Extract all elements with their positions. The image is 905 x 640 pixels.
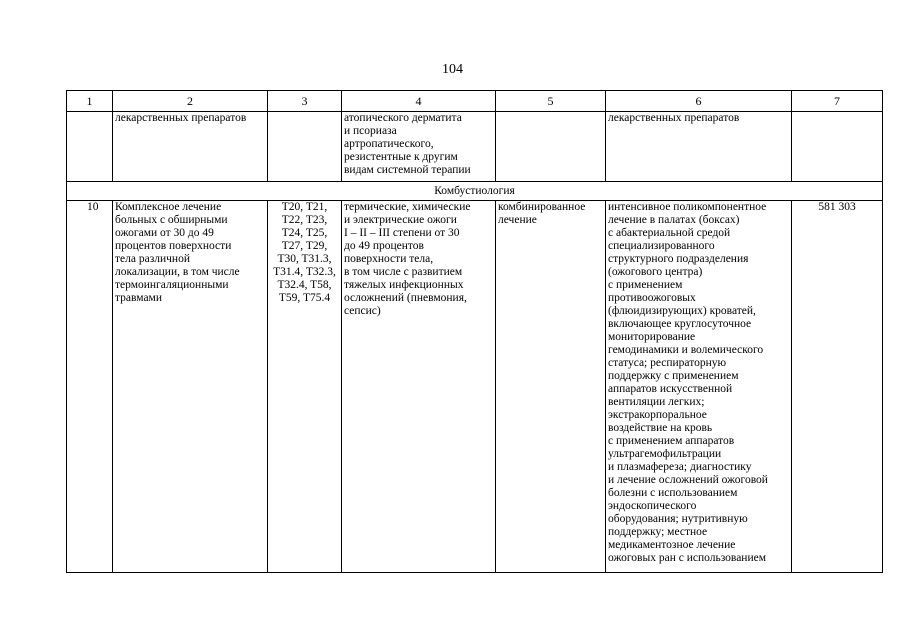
cont-name-cell: лекарственных препаратов: [113, 112, 268, 182]
section-title: Комбустиология: [67, 182, 883, 201]
cont-method-cell: лекарственных препаратов: [606, 112, 792, 182]
treatment-type: комбинированное лечение: [496, 201, 606, 573]
treatment-method: интенсивное поликомпонентное лечение в палатах (боксах) с абактериальной средой специализированного структурного подразделения (ожогового центра) с применением противоожоговых (флюидизирующих) кроватей, включающее круглосуточное мониторирование гемодинамики и волемического статуса; респираторную поддержку с применением аппаратов искусственной вентиляции легких; экстракорпоральное воздействие на кровь с применением аппаратов ультрагемофильтрации и плазмафереза; диагностику и лечение осложнений ожоговой болезни с использованием эндоскопического оборудования; нутритивную поддержку; местное медикаментозное лечение ожоговых ран с использованием: [606, 201, 792, 573]
header-row: [67, 91, 883, 112]
treatment-name: Комплексное лечение больных с обширными ожогами от 30 до 49 процентов поверхности тела различной локализации, в том числе термоингаляционными травмами: [113, 201, 268, 573]
continuation-row: [67, 112, 883, 182]
section-row: [67, 182, 883, 201]
cont-price-cell: [792, 112, 883, 182]
header-col-1: 1: [67, 91, 113, 112]
header-col-6: 6: [606, 91, 792, 112]
header-col-7: 7: [792, 91, 883, 112]
cont-num-cell: [67, 112, 113, 182]
table-row-10: [67, 201, 883, 573]
patient-model: термические, химические и электрические ожоги I – II – III степени от 30 до 49 процентов поверхности тела, в том числе с развитием тяжелых инфекционных осложнений (пневмония, сепсис): [342, 201, 496, 573]
cont-codes-cell: [268, 112, 342, 182]
medical-care-table: [66, 90, 883, 573]
header-col-5: 5: [496, 91, 606, 112]
header-col-2: 2: [113, 91, 268, 112]
header-col-3: 3: [268, 91, 342, 112]
cont-model-cell: атопического дерматита и псориаза артропатического, резистентные к другим видам системной терапии: [342, 112, 496, 182]
cont-type-cell: [496, 112, 606, 182]
page-number: 104: [442, 62, 463, 77]
price-value: 581 303: [792, 201, 883, 573]
icd-codes: T20, T21, T22, T23, T24, T25, T27, T29, T30, T31.3, T31.4, T32.3, T32.4, T58, T59, T75.4: [268, 201, 342, 573]
row-number: 10: [67, 201, 113, 573]
header-col-4: 4: [342, 91, 496, 112]
